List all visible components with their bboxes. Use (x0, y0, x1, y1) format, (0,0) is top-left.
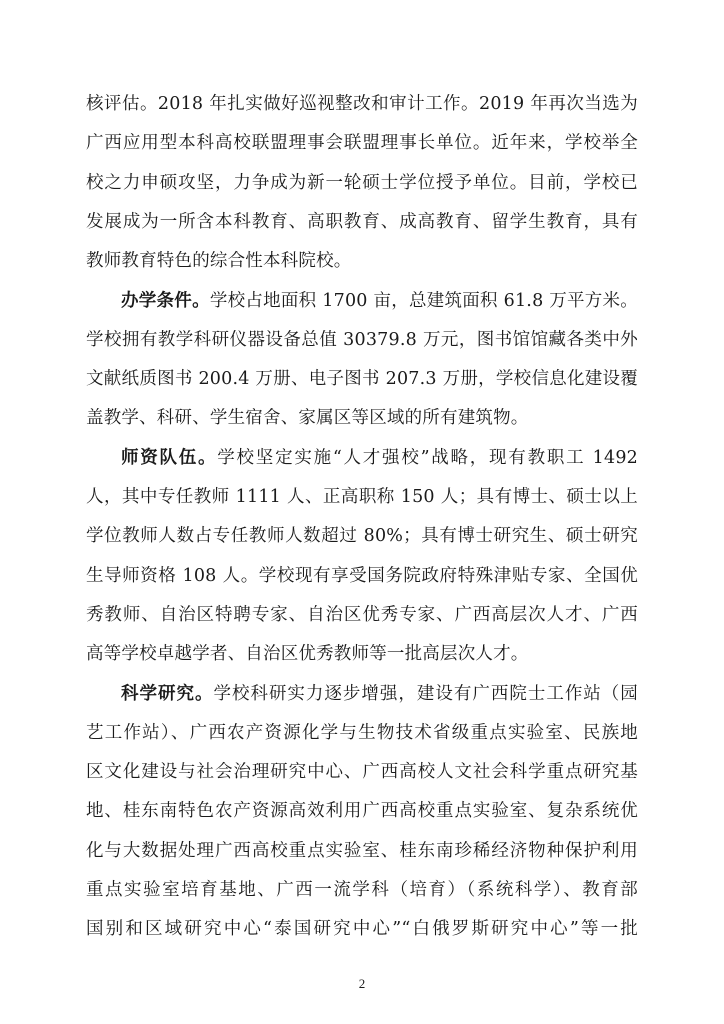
paragraph-first-line (121, 683, 638, 705)
body-text: 学校坚定实施“人才强校”战略，现有教职工 1492 (217, 448, 638, 468)
body-line: 发展成为一所含本科教育、高职教育、成高教育、留学生教育，具有 (86, 212, 638, 232)
body-line: 秀教师、自治区特聘专家、自治区优秀专家、广西高层次人才、广西 (86, 605, 638, 625)
body-line: 盖教学、科研、学生宿舍、家属区等区域的所有建筑物。 (86, 408, 529, 428)
body-line: 国别和区域研究中心“泰国研究中心”“白俄罗斯研究中心”等一批 (86, 919, 638, 939)
body-line: 学位教师人数占专任教师人数超过 80%；具有博士研究生、硕士研究 (86, 526, 638, 546)
section-heading: 办学条件。 (121, 291, 210, 311)
body-line: 校之力申硕攻坚，力争成为新一轮硕士学位授予单位。目前，学校已 (86, 173, 638, 193)
body-line: 重点实验室培育基地、广西一流学科（培育）（系统科学）、教育部 (86, 880, 638, 900)
body-line: 区文化建设与社会治理研究中心、广西高校人文社会科学重点研究基 (86, 762, 638, 782)
page-number: 2 (358, 976, 366, 991)
body-line: 生导师资格 108 人。学校现有享受国务院政府特殊津贴专家、全国优 (86, 566, 638, 586)
paragraph-first-line (121, 290, 638, 312)
body-line: 广西应用型本科高校联盟理事会联盟理事长单位。近年来，学校举全 (86, 133, 638, 153)
paragraph-first-line (121, 447, 638, 469)
body-text: 学校占地面积 1700 亩，总建筑面积 61.8 万平方米。 (209, 291, 638, 311)
section-heading: 师资队伍。 (121, 448, 218, 468)
body-line: 核评估。2018 年扎实做好巡视整改和审计工作。2019 年再次当选为 (86, 94, 638, 114)
body-line: 地、桂东南特色农产资源高效利用广西高校重点实验室、复杂系统优 (86, 801, 638, 821)
body-line: 学校拥有教学科研仪器设备总值 30379.8 万元，图书馆馆藏各类中外 (86, 330, 638, 350)
body-line: 教师教育特色的综合性本科院校。 (86, 251, 352, 271)
body-text: 学校科研实力逐步增强，建设有广西院士工作站（园 (213, 684, 638, 704)
section-heading: 科学研究。 (121, 684, 214, 704)
body-line: 文献纸质图书 200.4 万册、电子图书 207.3 万册，学校信息化建设覆 (86, 369, 638, 389)
body-line: 艺工作站）、广西农产资源化学与生物技术省级重点实验室、民族地 (86, 723, 638, 743)
body-line: 化与大数据处理广西高校重点实验室、桂东南珍稀经济物种保护利用 (86, 841, 638, 861)
body-line: 人，其中专任教师 1111 人、正高职称 150 人；具有博士、硕士以上 (86, 487, 638, 507)
body-line: 高等学校卓越学者、自治区优秀教师等一批高层次人才。 (86, 644, 529, 664)
